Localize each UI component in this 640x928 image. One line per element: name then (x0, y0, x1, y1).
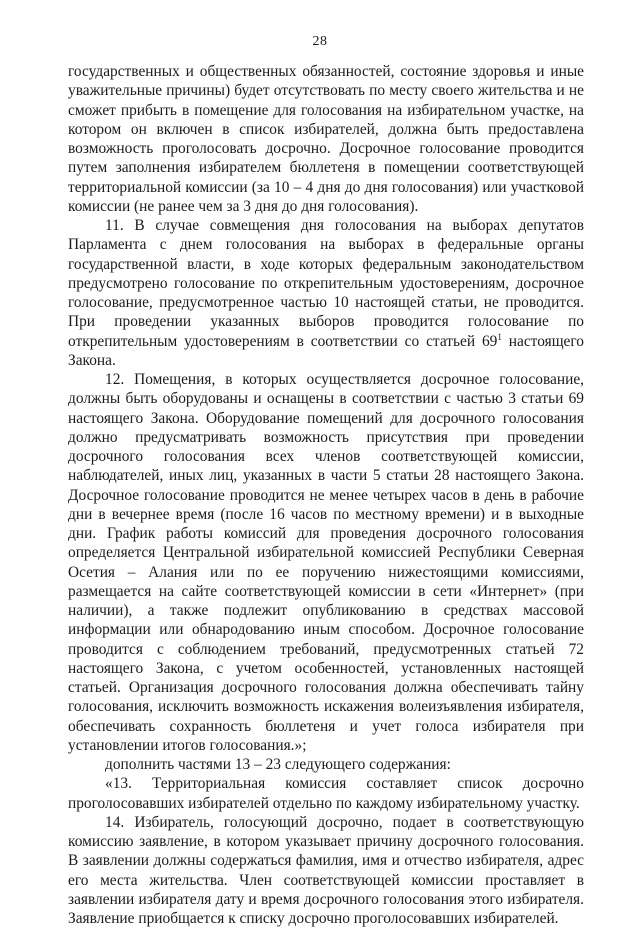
part-11-text: 11. В случае совмещения дня голосования на выборах депутатов Парламента с днем голосования на выборах в федеральные органы государственной власти, в ходе которых федеральным законодательством предусмотрено голосование по открепительным удостоверениям, досрочное голосование, предусмотренное частью 10 настоящей статьи, не проводится. При проведении указанных выборов проводится голосование по открепительным удостоверениям в соответствии со статьей 69 (68, 217, 584, 350)
paragraph-part-13: «13. Территориальная комиссия составляет список досрочно проголосовавших избирателей отдельно по каждому избирательному участку. (68, 775, 584, 812)
paragraph-part-12: 12. Помещения, в которых осуществляется досрочное голосование, должны быть оборудованы и оснащены в соответствии с частью 3 статьи 69 настоящего Закона. Оборудование помещений для досрочного голосования должно предусматривать возможность присутствия при проведении досрочного голосования всех членов соответствующей комиссии, наблюдателей, иных лиц, указанных в части 5 статьи 28 настоящего Закона. Досрочное голосование проводится не менее четырех часов в день в рабочие дни в вечернее время (после 16 часов по местному времени) и в выходные дни. График работы комиссий для проведения досрочного голосования определяется Центральной избирательной комиссией Республики Северная Осетия – Алания или по ее поручению нижестоящими комиссиями, размещается на сайте соответствующей комиссии в сети «Интернет» (при наличии), а также подлежит опубликованию в средствах массовой информации или обнародованию иным способом. Досрочное голосование проводится с соблюдением требований, предусмотренных статьей 72 настоящего Закона, с учетом особенностей, установленных настоящей статьей. Организация досрочного голосования должна обеспечивать тайну голосования, исключить возможность искажения волеизъявления избирателя, обеспечивать сохранность бюллетеня и учет голоса избирателя при установлении итогов голосования.»; (68, 371, 584, 754)
article-superscript: 1 (497, 331, 502, 342)
paragraph-part-11 (68, 216, 584, 370)
paragraph-part-14: 14. Избиратель, голосующий досрочно, подает в соответствующую комиссию заявление, в котором указывает причину досрочного голосования. В заявлении должны содержаться фамилия, имя и отчество избирателя, адрес его места жительства. Член соответствующей комиссии проставляет в заявлении избирателя дату и время досрочного голосования этого избирателя. Заявление приобщается к списку досрочно проголосовавших избирателей. (68, 813, 584, 927)
paragraph-amendment-intro: дополнить частями 13 – 23 следующего содержания: (105, 756, 451, 773)
paragraph-continuation: государственных и общественных обязанностей, состояние здоровья и иные уважительные причины) будет отсутствовать по месту своего жительства и не сможет прибыть в помещение для голосования на избирательном участке, на котором он включен в список избирателей, должна быть предоставлена возможность проголосовать досрочно. Досрочное голосование проводится путем заполнения избирателем бюллетеня в помещении соответствующей территориальной комиссии (за 10 – 4 дня до дня голосования) или участковой комиссии (не ранее чем за 3 дня до дня голосования). (68, 63, 584, 215)
part-11-tail: настоящего Закона. (68, 332, 584, 369)
page-number: 28 (312, 34, 328, 49)
document-body (68, 62, 584, 928)
